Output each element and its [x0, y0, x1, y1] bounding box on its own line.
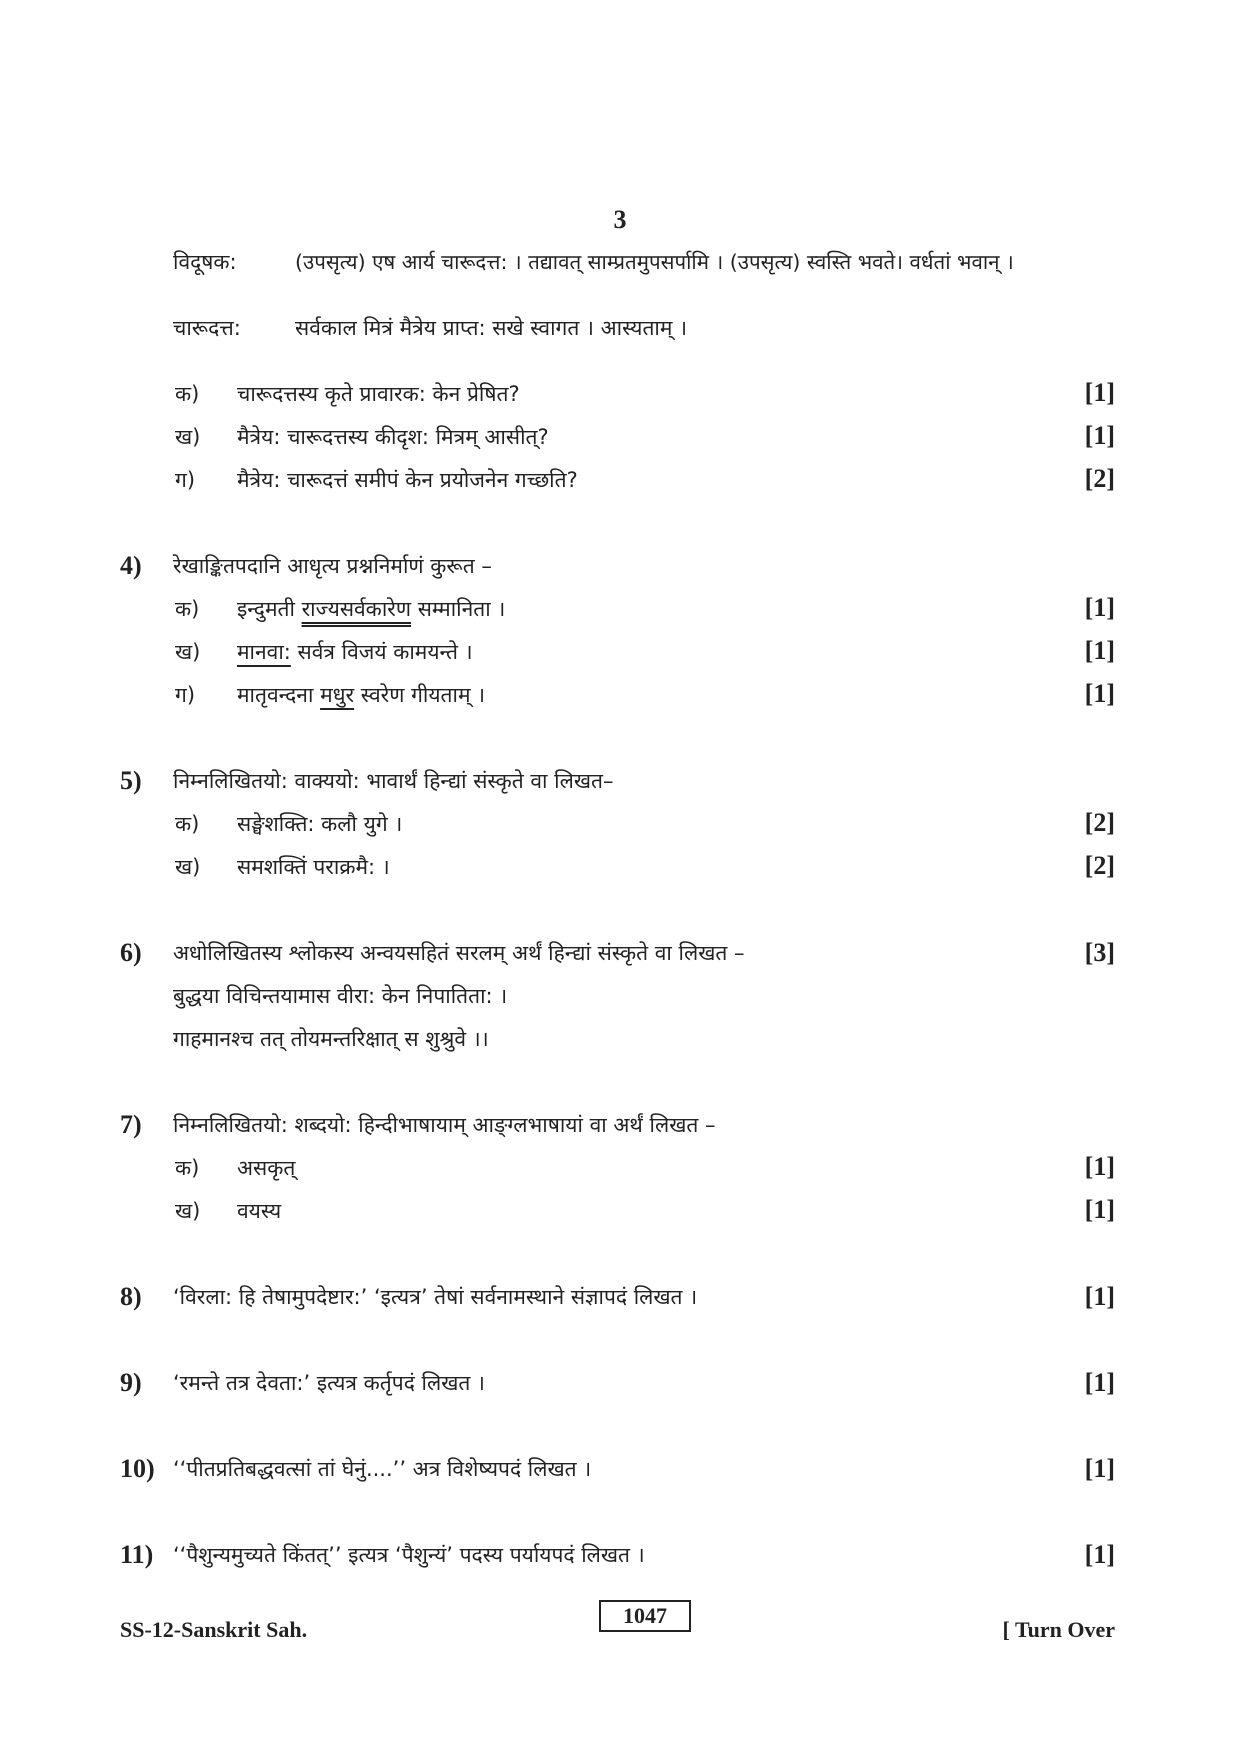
question-number: 9): [120, 1368, 142, 1397]
footer-paper-code: SS-12-Sanskrit Sah.: [120, 1617, 308, 1642]
underlined-word: मानवा:: [237, 640, 291, 664]
marks: [1]: [1084, 1195, 1115, 1224]
sub-question-text: असकृत्: [237, 1156, 296, 1180]
sub-question-text: वयस्य: [237, 1199, 282, 1223]
dialogue-line: (उपसृत्य) एष आर्य चारूदत्त: । तद्यावत् साम्प्रतमुपसर्पामि । (उपसृत्य) स्वस्ति भवते। वर्धतां भवान् ।: [295, 250, 1014, 274]
question-number: 10): [120, 1454, 155, 1483]
question-number: 4): [120, 551, 142, 580]
marks: [1]: [1084, 421, 1115, 450]
text-pre: इन्दुमती: [237, 597, 302, 621]
sub-label: क): [175, 597, 200, 621]
question-number: 5): [120, 766, 142, 795]
underlined-word: मधुर: [320, 683, 355, 707]
text-pre: मातृवन्दना: [237, 683, 321, 707]
sub-question-text: चारूदत्तस्य कृते प्रावारक: केन प्रेषित?: [237, 382, 520, 406]
question-text: ‘‘पैशुन्यमुच्यते किंतत्’’ इत्यत्र ‘पैशुन्यं’ पदस्य पर्यायपदं लिखत ।: [173, 1543, 645, 1567]
marks: [1]: [1084, 1454, 1115, 1483]
text-post: स्वरेण गीयताम् ।: [354, 683, 486, 707]
question-text: निम्नलिखितयो: शब्दयो: हिन्दीभाषायाम् आङ्ग्लभाषायां वा अर्थं लिखत –: [173, 1113, 716, 1137]
sub-question-text: [237, 599, 505, 620]
question-text: ‘रमन्ते तत्र देवता:’ इत्यत्र कर्तृपदं लिखत ।: [173, 1371, 485, 1395]
marks: [1]: [1084, 1540, 1115, 1569]
footer-turn-over: [ Turn Over: [1002, 1617, 1115, 1642]
marks: [1]: [1084, 1282, 1115, 1311]
sub-label: ख): [175, 640, 201, 664]
question-number: 6): [120, 938, 142, 967]
marks: [2]: [1084, 464, 1115, 493]
sub-question-text: मैत्रेय: चारूदत्तस्य कीदृश: मित्रम् आसीत्?: [237, 425, 549, 449]
marks: [1]: [1084, 378, 1115, 407]
dialogue-line: सर्वकाल मित्रं मैत्रेय प्राप्त: सखे स्वागत । आस्यताम् ।: [295, 316, 688, 340]
marks: [2]: [1084, 851, 1115, 880]
dialogue-speaker: विदूषक:: [173, 250, 237, 274]
sub-question-text: [237, 685, 485, 706]
question-number: 8): [120, 1282, 142, 1311]
text-post: सर्वत्र विजयं कामयन्ते ।: [290, 640, 473, 664]
sub-label: क): [175, 382, 200, 406]
footer-page-code: 1047: [599, 1600, 691, 1632]
marks: [1]: [1084, 593, 1115, 622]
page-number: 3: [613, 205, 627, 234]
text-post: सम्मानिता ।: [411, 597, 506, 621]
sub-question-text: मैत्रेय: चारूदत्तं समीपं केन प्रयोजनेन गच्छति?: [237, 468, 578, 492]
dialogue-speaker: चारूदत्त:: [173, 316, 241, 340]
sub-label: ख): [175, 1199, 201, 1223]
marks: [1]: [1084, 679, 1115, 708]
sub-label: ख): [175, 425, 201, 449]
marks: [1]: [1084, 1152, 1115, 1181]
verse-line: बुद्धया विचिन्तयामास वीरा: केन निपातिता: ।: [173, 984, 508, 1008]
underlined-word: राज्यसर्वकारेण: [301, 597, 412, 621]
sub-label: क): [175, 1156, 200, 1180]
sub-question-text: सङ्घेशक्ति: कलौ युगे ।: [237, 812, 403, 836]
question-text: ‘विरला: हि तेषामुपदेष्टार:’ ‘इत्यत्र’ तेषां सर्वनामस्थाने संज्ञापदं लिखत ।: [173, 1285, 698, 1309]
question-text: रेखाङ्कितपदानि आधृत्य प्रश्ननिर्माणं कुरूत –: [173, 554, 492, 578]
sub-label: ग): [175, 683, 196, 707]
verse-line: गाहमानश्च तत् तोयमन्तरिक्षात् स शुश्रुवे ।।: [173, 1027, 489, 1051]
question-number: 7): [120, 1110, 142, 1139]
marks: [1]: [1084, 1368, 1115, 1397]
question-text: अधोलिखितस्य श्लोकस्य अन्वयसहितं सरलम् अर्थं हिन्द्यां संस्कृते वा लिखत –: [173, 941, 745, 965]
marks: [1]: [1084, 636, 1115, 665]
sub-question-text: समशक्तिं पराक्रमै: ।: [237, 855, 390, 879]
sub-label: क): [175, 812, 200, 836]
marks: [2]: [1084, 808, 1115, 837]
question-text: ‘‘पीतप्रतिबद्धवत्सां तां घेनुं....’’ अत्र विशेष्यपदं लिखत ।: [173, 1457, 592, 1481]
sub-label: ग): [175, 468, 196, 492]
marks: [3]: [1084, 938, 1115, 967]
question-number: 11): [120, 1540, 154, 1569]
sub-label: ख): [175, 855, 201, 879]
sub-question-text: [237, 642, 473, 663]
question-text: निम्नलिखितयो: वाक्ययो: भावार्थं हिन्द्यां संस्कृते वा लिखत–: [173, 769, 614, 793]
